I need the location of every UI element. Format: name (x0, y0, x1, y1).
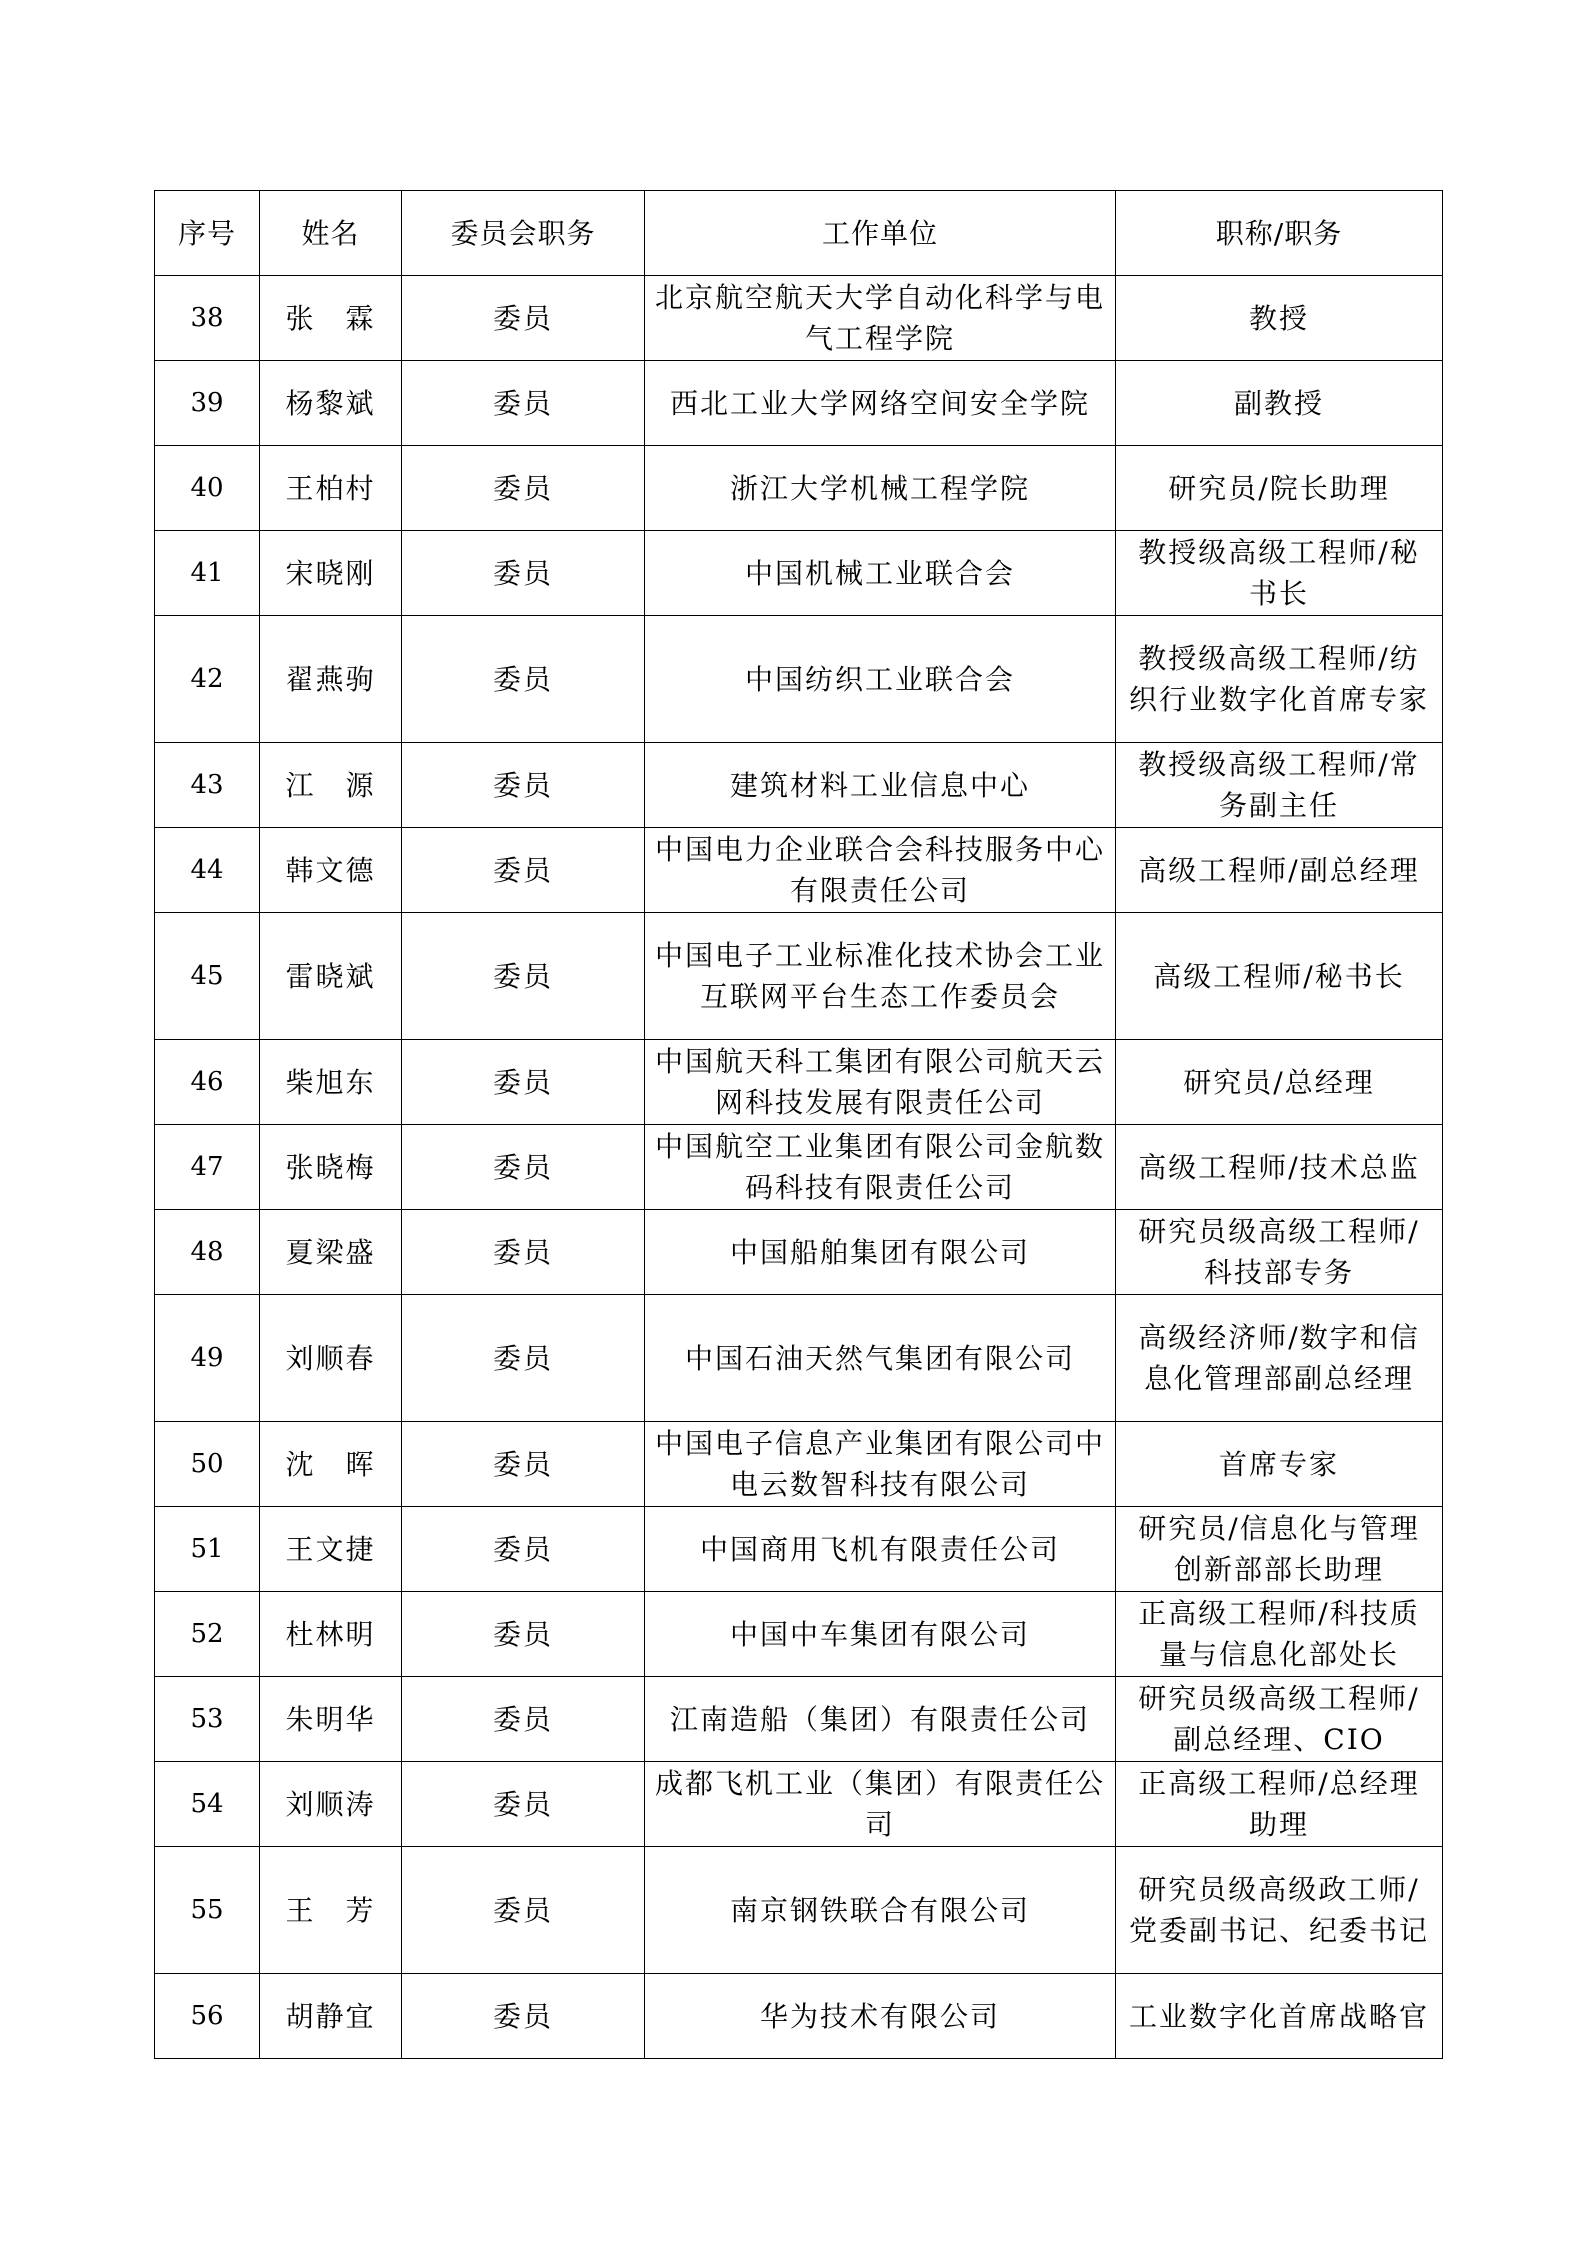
cell-title: 研究员/院长助理 (1116, 446, 1443, 531)
header-name: 姓名 (260, 191, 402, 276)
cell-name: 张 霖 (260, 276, 402, 361)
cell-organization: 中国机械工业联合会 (645, 531, 1116, 616)
table-body (155, 276, 1443, 2059)
cell-name: 王柏村 (260, 446, 402, 531)
table-row (155, 1040, 1443, 1125)
header-organization: 工作单位 (645, 191, 1116, 276)
cell-committee-role: 委员 (402, 1295, 645, 1422)
cell-serial: 51 (155, 1507, 260, 1592)
cell-committee-role: 委员 (402, 531, 645, 616)
cell-title: 首席专家 (1116, 1422, 1443, 1507)
cell-organization: 中国商用飞机有限责任公司 (645, 1507, 1116, 1592)
table-row (155, 1592, 1443, 1677)
cell-committee-role: 委员 (402, 1125, 645, 1210)
cell-name: 翟燕驹 (260, 616, 402, 743)
cell-title: 研究员级高级工程师/科技部专务 (1116, 1210, 1443, 1295)
cell-committee-role: 委员 (402, 828, 645, 913)
cell-title: 工业数字化首席战略官 (1116, 1974, 1443, 2059)
table-header (155, 191, 1443, 276)
cell-name: 胡静宜 (260, 1974, 402, 2059)
header-committee-role: 委员会职务 (402, 191, 645, 276)
cell-serial: 56 (155, 1974, 260, 2059)
cell-committee-role: 委员 (402, 276, 645, 361)
cell-organization: 北京航空航天大学自动化科学与电气工程学院 (645, 276, 1116, 361)
cell-name: 杨黎斌 (260, 361, 402, 446)
cell-committee-role: 委员 (402, 446, 645, 531)
cell-name: 韩文德 (260, 828, 402, 913)
cell-serial: 47 (155, 1125, 260, 1210)
table-row (155, 531, 1443, 616)
cell-name: 张晓梅 (260, 1125, 402, 1210)
cell-serial: 43 (155, 743, 260, 828)
cell-organization: 中国石油天然气集团有限公司 (645, 1295, 1116, 1422)
cell-serial: 38 (155, 276, 260, 361)
cell-committee-role: 委员 (402, 1210, 645, 1295)
cell-name: 刘顺春 (260, 1295, 402, 1422)
cell-name: 宋晓刚 (260, 531, 402, 616)
table-row (155, 446, 1443, 531)
table-row (155, 913, 1443, 1040)
cell-title: 教授级高级工程师/纺织行业数字化首席专家 (1116, 616, 1443, 743)
cell-title: 高级工程师/副总经理 (1116, 828, 1443, 913)
cell-serial: 48 (155, 1210, 260, 1295)
cell-serial: 53 (155, 1677, 260, 1762)
cell-name: 刘顺涛 (260, 1762, 402, 1847)
cell-organization: 成都飞机工业（集团）有限责任公司 (645, 1762, 1116, 1847)
cell-title: 研究员级高级政工师/党委副书记、纪委书记 (1116, 1847, 1443, 1974)
cell-name: 雷晓斌 (260, 913, 402, 1040)
cell-name: 杜林明 (260, 1592, 402, 1677)
cell-serial: 44 (155, 828, 260, 913)
table-row (155, 616, 1443, 743)
cell-committee-role: 委员 (402, 1507, 645, 1592)
cell-title: 高级工程师/技术总监 (1116, 1125, 1443, 1210)
cell-organization: 中国电力企业联合会科技服务中心有限责任公司 (645, 828, 1116, 913)
table-row (155, 1974, 1443, 2059)
cell-serial: 52 (155, 1592, 260, 1677)
committee-roster-table (154, 190, 1443, 2059)
table-row (155, 1422, 1443, 1507)
cell-committee-role: 委员 (402, 616, 645, 743)
cell-committee-role: 委员 (402, 1592, 645, 1677)
cell-title: 研究员/总经理 (1116, 1040, 1443, 1125)
cell-organization: 建筑材料工业信息中心 (645, 743, 1116, 828)
table-row (155, 361, 1443, 446)
cell-committee-role: 委员 (402, 361, 645, 446)
cell-title: 正高级工程师/科技质量与信息化部处长 (1116, 1592, 1443, 1677)
cell-committee-role: 委员 (402, 913, 645, 1040)
cell-serial: 42 (155, 616, 260, 743)
cell-title: 教授级高级工程师/常务副主任 (1116, 743, 1443, 828)
cell-title: 教授级高级工程师/秘书长 (1116, 531, 1443, 616)
cell-committee-role: 委员 (402, 1974, 645, 2059)
cell-serial: 54 (155, 1762, 260, 1847)
cell-organization: 中国电子工业标准化技术协会工业互联网平台生态工作委员会 (645, 913, 1116, 1040)
cell-title: 副教授 (1116, 361, 1443, 446)
cell-organization: 中国航空工业集团有限公司金航数码科技有限责任公司 (645, 1125, 1116, 1210)
table-row (155, 1507, 1443, 1592)
cell-name: 柴旭东 (260, 1040, 402, 1125)
cell-serial: 40 (155, 446, 260, 531)
table-row (155, 1847, 1443, 1974)
cell-committee-role: 委员 (402, 1762, 645, 1847)
table-row (155, 1677, 1443, 1762)
cell-name: 朱明华 (260, 1677, 402, 1762)
header-row (155, 191, 1443, 276)
cell-serial: 39 (155, 361, 260, 446)
cell-serial: 41 (155, 531, 260, 616)
table-row (155, 1210, 1443, 1295)
table-row (155, 1125, 1443, 1210)
table-row (155, 1295, 1443, 1422)
cell-organization: 西北工业大学网络空间安全学院 (645, 361, 1116, 446)
cell-committee-role: 委员 (402, 1847, 645, 1974)
cell-committee-role: 委员 (402, 1422, 645, 1507)
cell-serial: 50 (155, 1422, 260, 1507)
cell-committee-role: 委员 (402, 1040, 645, 1125)
table-row (155, 743, 1443, 828)
cell-committee-role: 委员 (402, 743, 645, 828)
cell-organization: 华为技术有限公司 (645, 1974, 1116, 2059)
cell-organization: 中国中车集团有限公司 (645, 1592, 1116, 1677)
cell-serial: 49 (155, 1295, 260, 1422)
cell-name: 王文捷 (260, 1507, 402, 1592)
cell-organization: 中国纺织工业联合会 (645, 616, 1116, 743)
cell-serial: 46 (155, 1040, 260, 1125)
cell-name: 沈 晖 (260, 1422, 402, 1507)
cell-committee-role: 委员 (402, 1677, 645, 1762)
cell-serial: 55 (155, 1847, 260, 1974)
cell-organization: 中国船舶集团有限公司 (645, 1210, 1116, 1295)
cell-name: 夏梁盛 (260, 1210, 402, 1295)
table-row (155, 276, 1443, 361)
cell-title: 研究员/信息化与管理创新部部长助理 (1116, 1507, 1443, 1592)
cell-name: 江 源 (260, 743, 402, 828)
header-title: 职称/职务 (1116, 191, 1443, 276)
cell-organization: 浙江大学机械工程学院 (645, 446, 1116, 531)
cell-organization: 南京钢铁联合有限公司 (645, 1847, 1116, 1974)
header-serial: 序号 (155, 191, 260, 276)
cell-title: 研究员级高级工程师/副总经理、CIO (1116, 1677, 1443, 1762)
cell-serial: 45 (155, 913, 260, 1040)
cell-name: 王 芳 (260, 1847, 402, 1974)
cell-title: 正高级工程师/总经理助理 (1116, 1762, 1443, 1847)
cell-title: 高级工程师/秘书长 (1116, 913, 1443, 1040)
cell-title: 教授 (1116, 276, 1443, 361)
cell-organization: 中国航天科工集团有限公司航天云网科技发展有限责任公司 (645, 1040, 1116, 1125)
cell-organization: 江南造船（集团）有限责任公司 (645, 1677, 1116, 1762)
table-row (155, 828, 1443, 913)
cell-title: 高级经济师/数字和信息化管理部副总经理 (1116, 1295, 1443, 1422)
cell-organization: 中国电子信息产业集团有限公司中电云数智科技有限公司 (645, 1422, 1116, 1507)
table-row (155, 1762, 1443, 1847)
